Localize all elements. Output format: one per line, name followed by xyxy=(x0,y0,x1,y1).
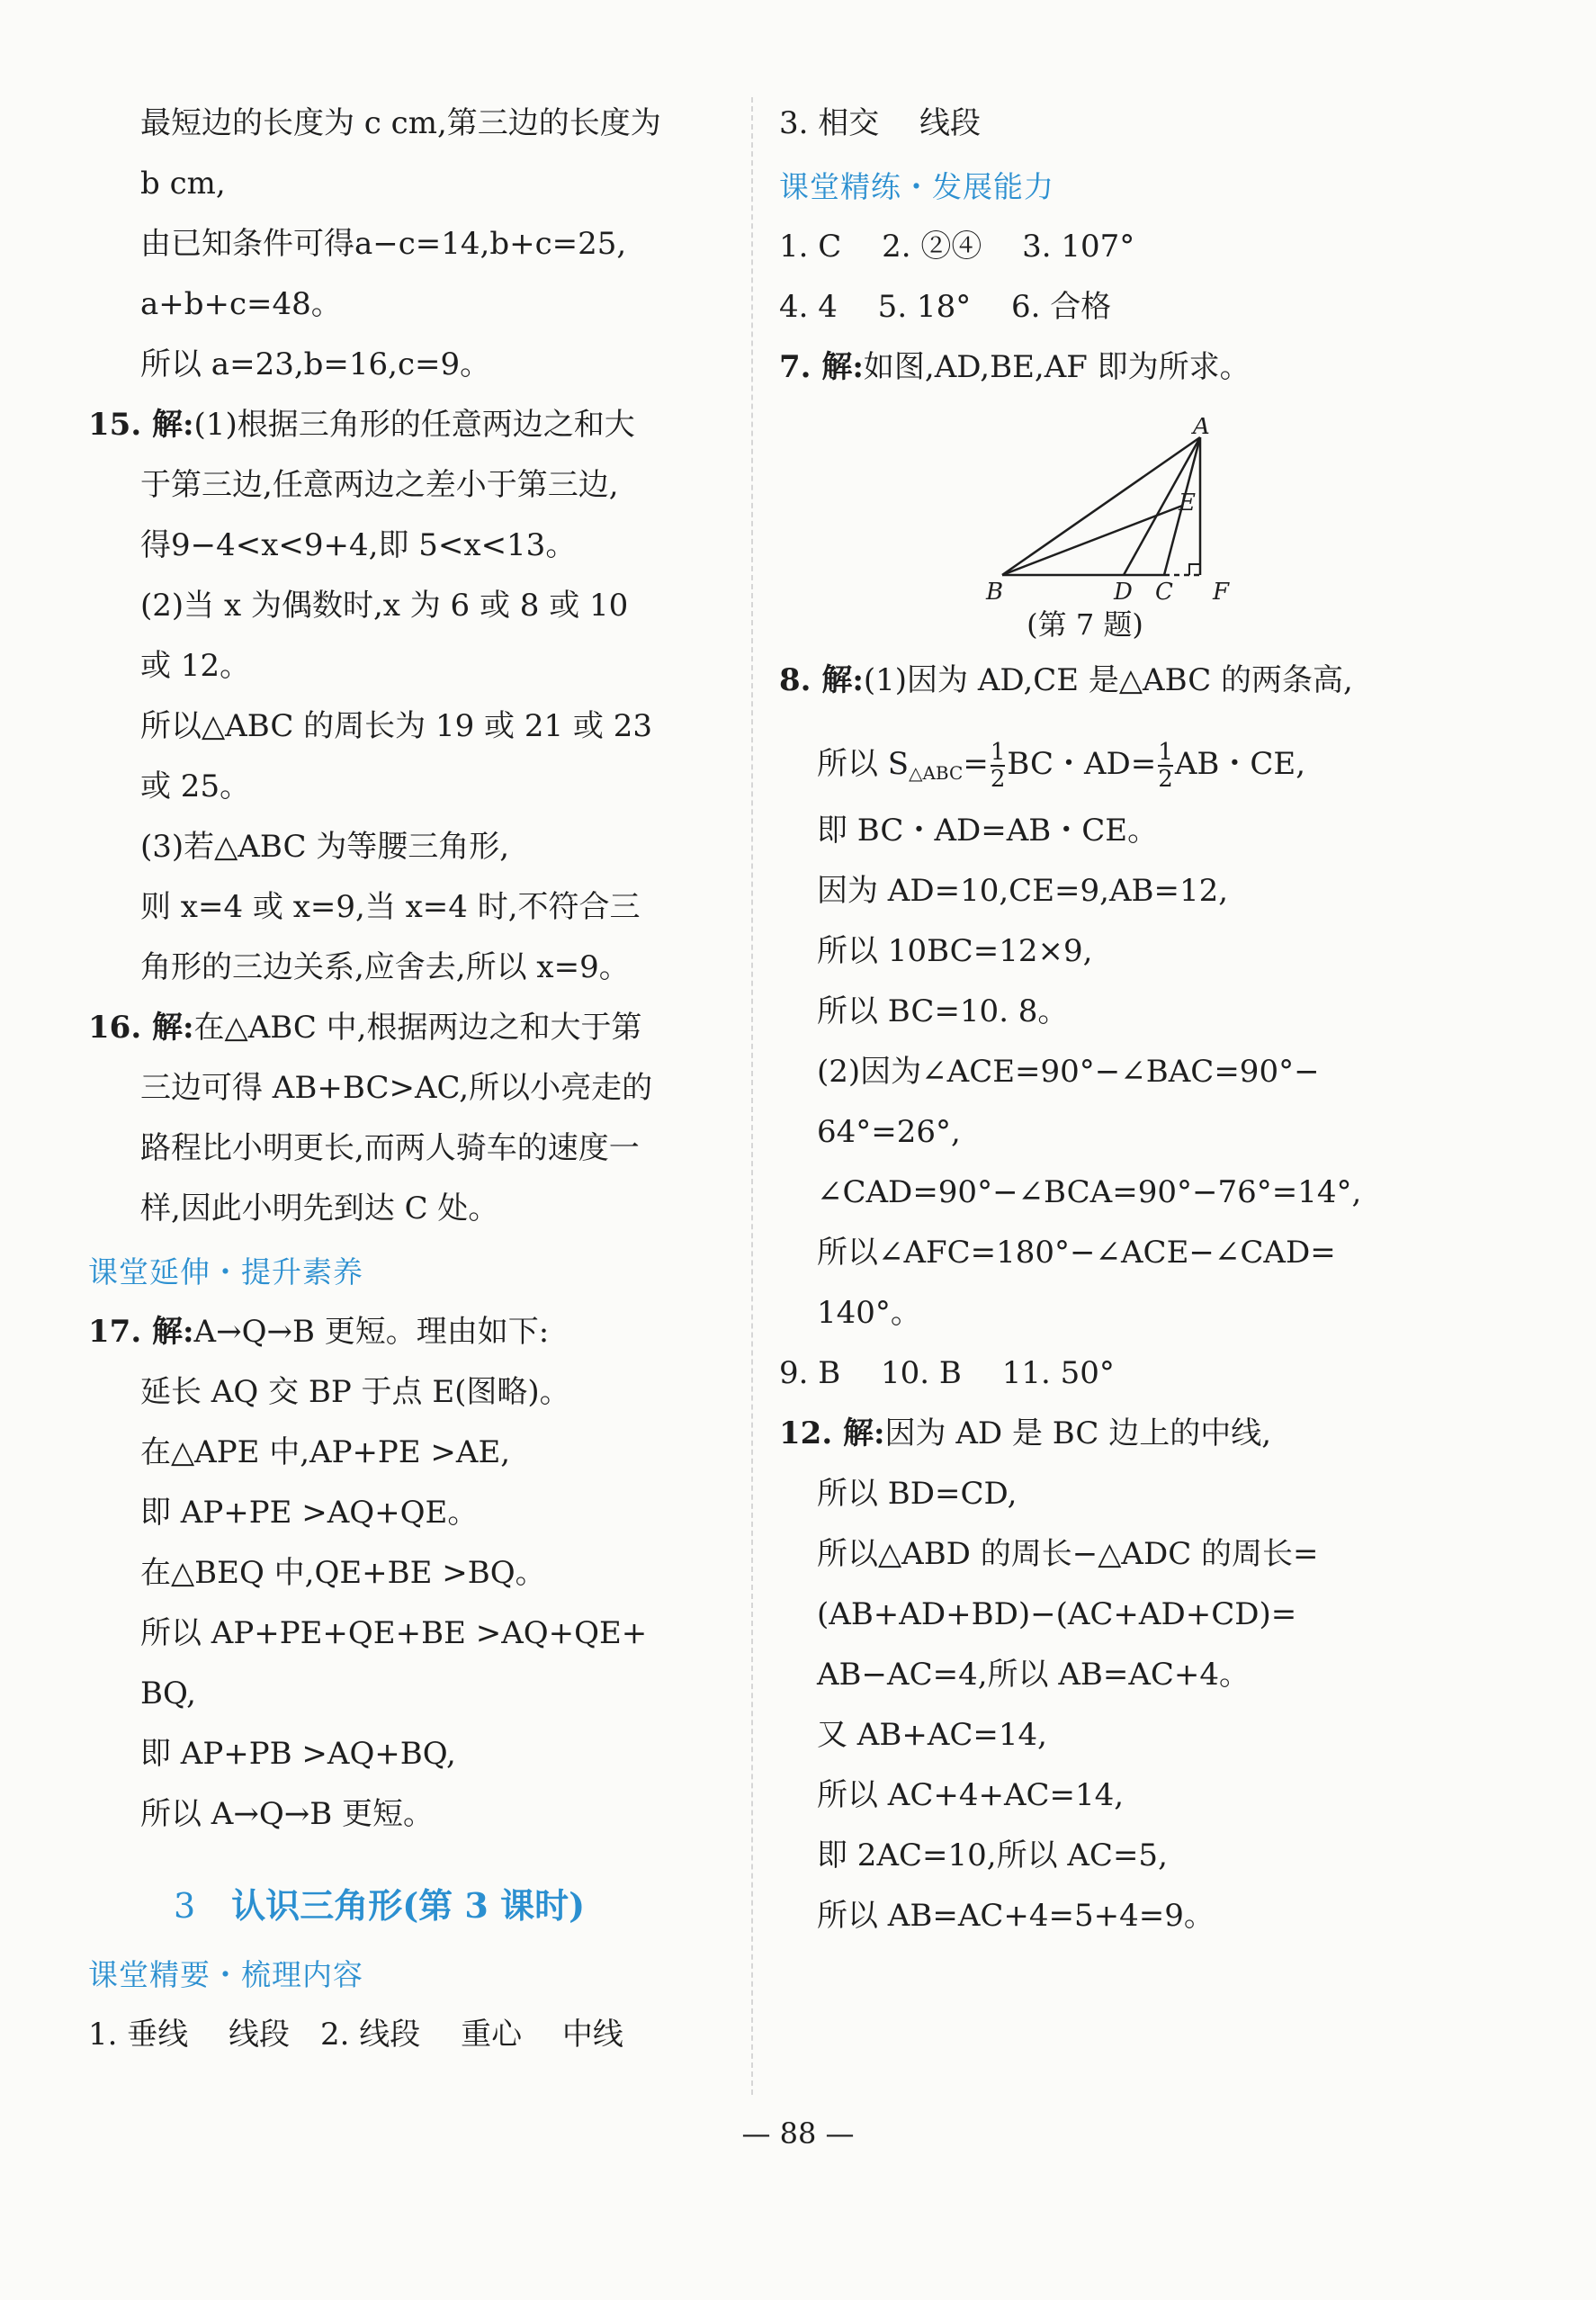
text-line: 即 BC・AD=AB・CE。 xyxy=(817,813,1159,849)
text-fragment: = xyxy=(963,746,989,782)
text-line: (AB+AD+BD)−(AC+AD+CD)= xyxy=(817,1596,1297,1632)
right-angle-mark xyxy=(1189,564,1200,575)
section-heading-summary: 课堂精要・梳理内容 xyxy=(88,1957,363,1992)
question-8 xyxy=(779,663,1427,723)
text-line: 140°。 xyxy=(817,1295,921,1331)
text-line: (3)若△ABC 为等腰三角形, xyxy=(140,829,510,865)
label-e: E xyxy=(1179,490,1196,517)
question-number: 8. 解: xyxy=(779,662,864,698)
text-line: 所以 10BC=12×9, xyxy=(817,933,1093,969)
text-line: 所以 BC=10. 8。 xyxy=(817,993,1069,1029)
figure-caption: (第 7 题) xyxy=(1027,607,1143,642)
fraction-numerator: 1 xyxy=(990,739,1006,766)
question-16 xyxy=(88,1011,736,1071)
question-7 xyxy=(779,350,1427,410)
question-number: 7. 解: xyxy=(779,349,864,385)
text-line: 由已知条件可得a−c=14,b+c=25, xyxy=(140,226,627,262)
question-number: 15. 解: xyxy=(88,407,194,443)
text-line: 如图,AD,BE,AF 即为所求。 xyxy=(863,349,1251,385)
text-line: 所以 a=23,b=16,c=9。 xyxy=(140,346,491,382)
section-heading-extend: 课堂延伸・提升素养 xyxy=(88,1254,363,1289)
text-line: 得9−4<x<9+4,即 5<x<13。 xyxy=(140,527,577,563)
fraction-denominator: 2 xyxy=(990,766,1006,793)
text-line: 所以 A→Q→B 更短。 xyxy=(140,1796,435,1832)
text-line: (1)因为 AD,CE 是△ABC 的两条高, xyxy=(863,662,1353,698)
text-line: ∠CAD=90°−∠BCA=90°−76°=14°, xyxy=(817,1174,1362,1210)
text-line: a+b+c=48。 xyxy=(140,286,342,322)
text-line: 所以∠AFC=180°−∠ACE−∠CAD= xyxy=(817,1235,1336,1271)
question-number: 17. 解: xyxy=(88,1314,194,1350)
text-line: 在△BEQ 中,QE+BE >BQ。 xyxy=(140,1555,546,1591)
text-line: 所以 BD=CD, xyxy=(817,1476,1018,1512)
text-line: 即 AP+PE >AQ+QE。 xyxy=(140,1495,479,1531)
answer-line: 1. C 2. ②④ 3. 107° xyxy=(779,229,1135,265)
text-fragment: BC・AD= xyxy=(1007,746,1157,782)
lesson-name: 认识三角形(第 3 课时) xyxy=(231,1885,586,1926)
text-line: 即 2AC=10,所以 AC=5, xyxy=(817,1837,1168,1873)
text-line: (1)根据三角形的任意两边之和大 xyxy=(193,407,635,443)
text-line: 因为 AD 是 BC 边上的中线, xyxy=(884,1415,1272,1451)
fraction-half xyxy=(1158,740,1173,792)
text-line: 又 AB+AC=14, xyxy=(817,1717,1047,1753)
label-f: F xyxy=(1213,579,1230,602)
text-line: 所以 AP+PE+QE+BE >AQ+QE+ xyxy=(140,1615,648,1651)
text-fragment: AB・CE, xyxy=(1174,746,1306,782)
triangle-figure xyxy=(779,418,1427,602)
text-line: 延长 AQ 交 BP 于点 E(图略)。 xyxy=(140,1374,570,1410)
text-line: (2)因为∠ACE=90°−∠BAC=90°− xyxy=(817,1054,1320,1090)
text-line: 三边可得 AB+BC>AC,所以小亮走的 xyxy=(140,1070,653,1106)
answer-line: 4. 4 5. 18° 6. 合格 xyxy=(779,289,1112,325)
question-17 xyxy=(88,1315,736,1375)
triangle-diagram xyxy=(977,418,1265,602)
lesson-number: 3 xyxy=(174,1886,196,1926)
text-line: 则 x=4 或 x=9,当 x=4 时,不符合三 xyxy=(140,889,641,925)
question-12 xyxy=(779,1416,1427,1477)
answer-line: 3. 相交 线段 xyxy=(779,105,982,141)
label-c: C xyxy=(1155,579,1173,602)
label-d: D xyxy=(1114,579,1133,602)
segment-be xyxy=(1002,506,1182,575)
text-line: BQ, xyxy=(140,1676,196,1712)
text-line: 角形的三边关系,应舍去,所以 x=9。 xyxy=(140,949,630,985)
label-a: A xyxy=(1193,418,1210,440)
text-line: 所以 AB=AC+4=5+4=9。 xyxy=(817,1898,1215,1934)
text-line: 样,因此小明先到达 C 处。 xyxy=(140,1190,499,1226)
label-b: B xyxy=(986,579,1004,602)
text-line: 所以 AC+4+AC=14, xyxy=(817,1777,1125,1813)
left-column xyxy=(88,106,736,2078)
text-line: b cm, xyxy=(140,166,226,202)
text-line: AB−AC=4,所以 AB=AC+4。 xyxy=(817,1657,1251,1693)
text-line: 因为 AD=10,CE=9,AB=12, xyxy=(817,873,1229,909)
summary-answers: 1. 垂线 线段 2. 线段 重心 中线 xyxy=(88,2017,623,2053)
fraction-numerator: 1 xyxy=(1158,739,1173,766)
question-number: 12. 解: xyxy=(779,1415,885,1451)
fraction-denominator: 2 xyxy=(1158,766,1173,793)
text-line: 在△ABC 中,根据两边之和大于第 xyxy=(193,1010,642,1046)
fraction-half xyxy=(991,740,1006,792)
page-number: — 88 — xyxy=(741,2116,855,2151)
lesson-title xyxy=(88,1857,736,1954)
area-formula-line xyxy=(779,723,1427,813)
text-line: A→Q→B 更短。理由如下: xyxy=(193,1314,550,1350)
text-line: 或 25。 xyxy=(140,768,251,804)
text-line: 所以△ABC 的周长为 19 或 21 或 23 xyxy=(140,708,652,744)
text-line: 或 12。 xyxy=(140,648,251,684)
text-line: 于第三边,任意两边之差小于第三边, xyxy=(140,467,619,503)
text-fragment: 所以 S xyxy=(817,746,910,782)
question-number: 16. 解: xyxy=(88,1010,194,1046)
answer-line: 9. B 10. B 11. 50° xyxy=(779,1355,1115,1391)
text-line: 在△APE 中,AP+PE >AE, xyxy=(140,1434,511,1470)
text-line: (2)当 x 为偶数时,x 为 6 或 8 或 10 xyxy=(140,588,629,624)
right-column xyxy=(779,106,1427,1959)
text-line: 即 AP+PB >AQ+BQ, xyxy=(140,1736,456,1772)
question-15 xyxy=(88,408,736,468)
text-line: 所以△ABD 的周长−△ADC 的周长= xyxy=(817,1536,1319,1572)
column-divider xyxy=(751,97,753,2095)
text-line: 路程比小明更长,而两人骑车的速度一 xyxy=(140,1130,640,1166)
text-line: 64°=26°, xyxy=(817,1114,961,1150)
section-heading-practice: 课堂精练・发展能力 xyxy=(779,169,1054,204)
text-line: 最短边的长度为 c cm,第三边的长度为 xyxy=(140,105,661,141)
subscript: △ABC xyxy=(909,762,964,784)
